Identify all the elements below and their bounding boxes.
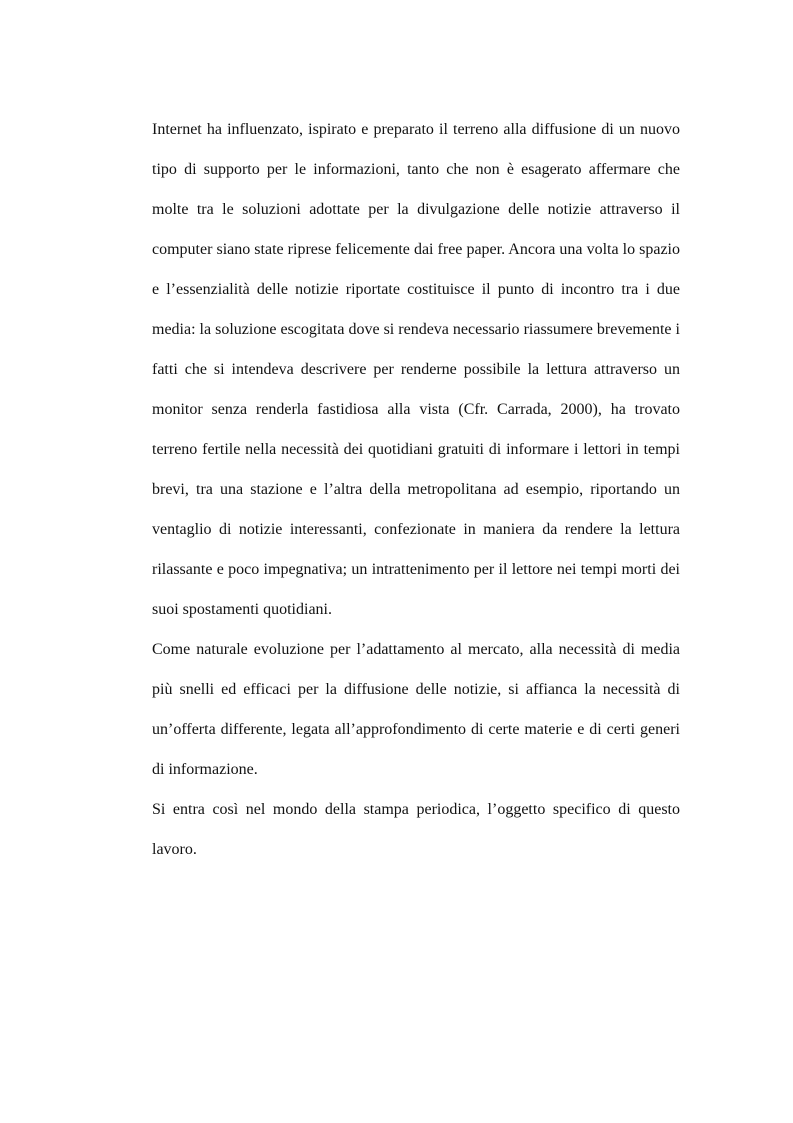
- paragraph-3: Si entra così nel mondo della stampa periodica, l’oggetto specifico di questo lavoro.: [152, 801, 680, 858]
- paragraph-1: Internet ha influenzato, ispirato e preparato il terreno alla diffusione di un nuovo tipo di supporto per le informazioni, tanto che non è esagerato affermare che molte tra le soluzioni adottate per la divulgazione delle notizie attraverso il computer siano state riprese felicemente dai free paper. Ancora una volta lo spazio e l’essenzialità delle notizie riportate costituisce il punto di incontro tra i due media: la soluzione escogitata dove si rendeva necessario riassumere brevemente i fatti che si intendeva descrivere per renderne possibile la lettura attraverso un monitor senza renderla fastidiosa alla vista (Cfr. Carrada, 2000), ha trovato terreno fertile nella necessità dei quotidiani gratuiti di informare i lettori in tempi brevi, tra una stazione e l’altra della metropolitana ad esempio, riportando un ventaglio di notizie interessanti, confezionate in maniera da rendere la lettura rilassante e poco impegnativa; un intrattenimento per il lettore nei tempi morti dei suoi spostamenti quotidiani.: [152, 121, 680, 618]
- paragraph-2: Come naturale evoluzione per l’adattamento al mercato, alla necessità di media più snelli ed efficaci per la diffusione delle notizie, si affianca la necessità di un’offerta differente, legata all’approfondimento di certe materie e di certi generi di informazione.: [152, 641, 680, 778]
- body-text: [152, 110, 680, 870]
